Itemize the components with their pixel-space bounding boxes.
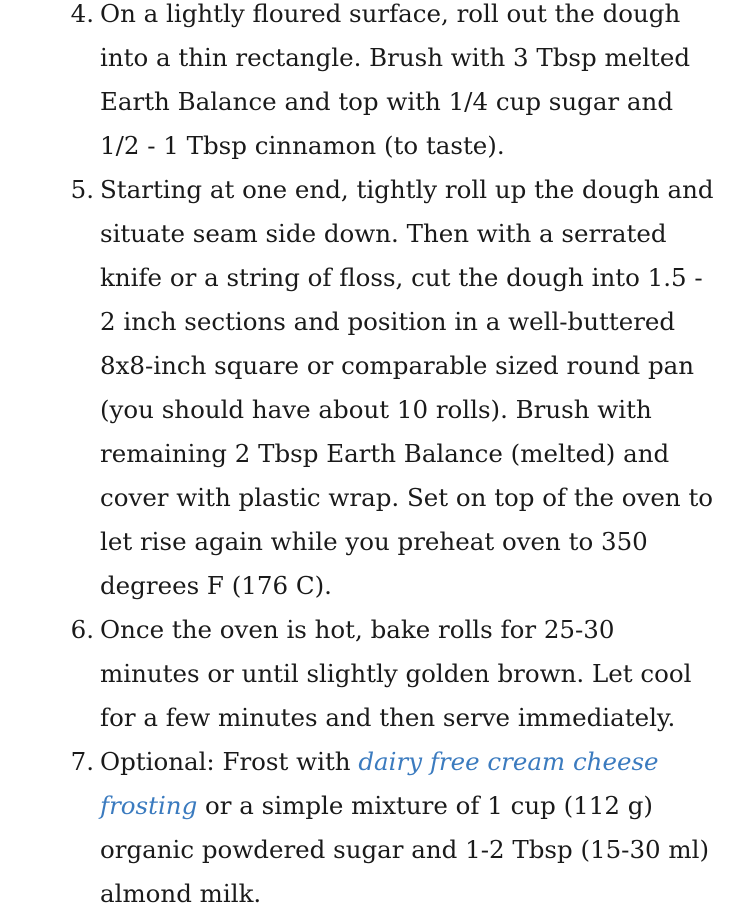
step-number: 7. — [70, 747, 94, 776]
step-number: 6. — [70, 615, 94, 644]
step-text: On a lightly floured surface, roll out the dough into a thin rectangle. Brush with 3 Tbsp melted Earth Balance and top with 1/4 cup sugar and 1/2 - 1 Tbsp cinnamon (to taste). — [100, 0, 691, 160]
step-text-before-link: Optional: Frost with — [100, 747, 359, 776]
instruction-step-6 — [70, 608, 715, 740]
step-text-after-link: or a simple mixture of 1 cup (112 g) organic powdered sugar and 1-2 Tbsp (15-30 ml) almond milk. — [100, 791, 710, 908]
instruction-step-7 — [70, 740, 715, 916]
step-text: Starting at one end, tightly roll up the dough and situate seam side down. Then with a serrated knife or a string of floss, cut the dough into 1.5 - 2 inch sections and position in a well-buttered 8x8-inch square or comparable sized round pan (you should have about 10 rolls). Brush with remaining 2 Tbsp Earth Balance (melted) and cover with plastic wrap. Set on top of the oven to let rise again while you preheat oven to 350 degrees F (176 C). — [100, 175, 714, 600]
step-number: 5. — [70, 175, 94, 204]
instruction-step-4 — [70, 0, 715, 168]
step-number: 4. — [70, 0, 94, 28]
step-text: Once the oven is hot, bake rolls for 25-30 minutes or until slightly golden brown. Let cool for a few minutes and then serve immediately. — [100, 615, 692, 732]
frosting-recipe-link[interactable]: dairy free cream cheese frosting — [100, 747, 659, 820]
instruction-step-5 — [70, 168, 715, 608]
